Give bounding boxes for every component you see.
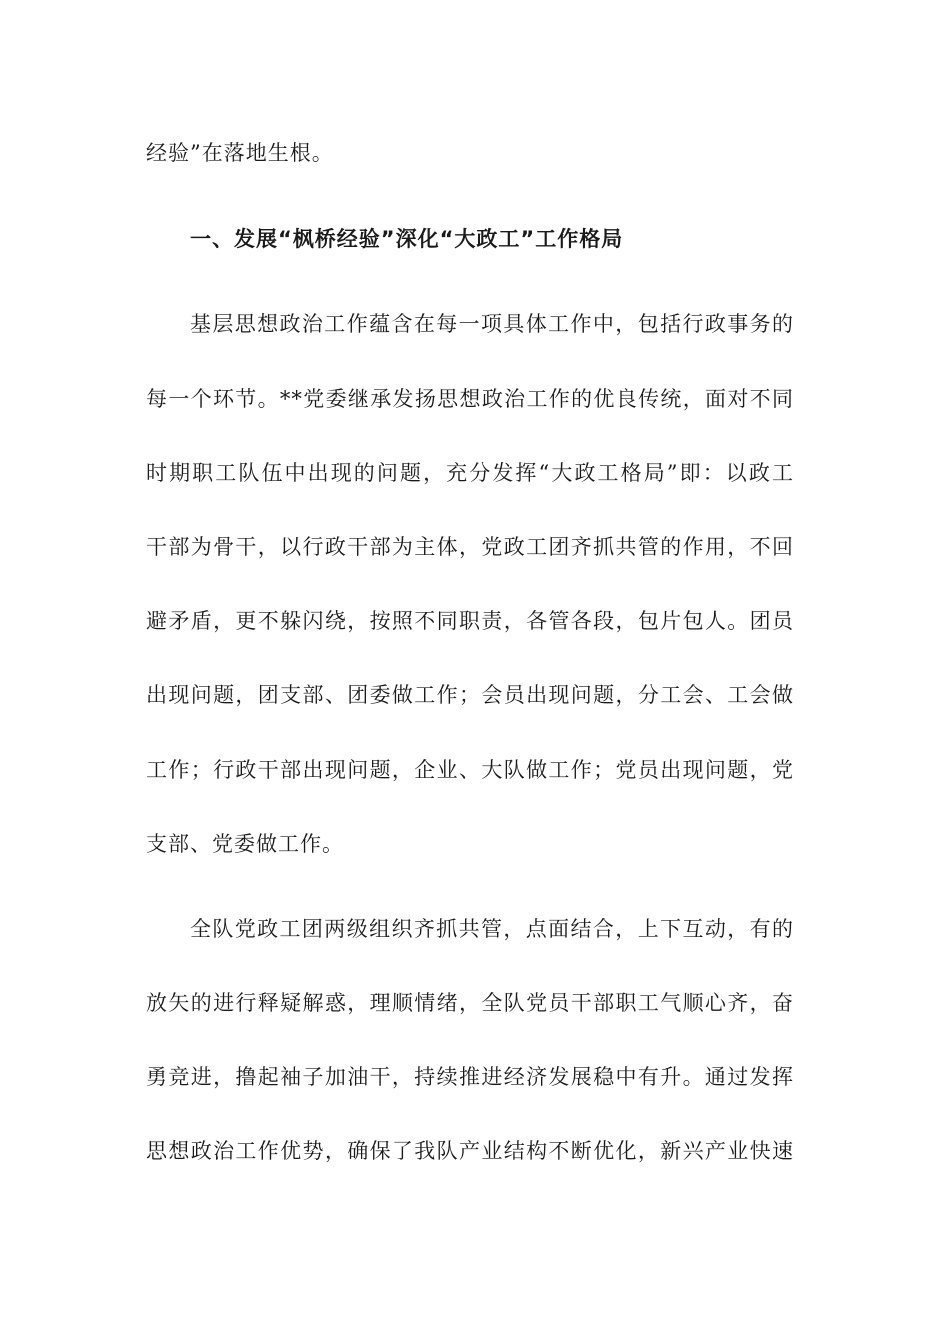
paragraph-line: 支部、党委做工作。 (146, 832, 344, 856)
paragraph-line: 干部为骨干，以行政干部为主体，党政工团齐抓共管的作用，不回 (146, 535, 794, 559)
paragraph-line: 工作；行政干部出现问题，企业、大队做工作；党员出现问题，党 (146, 758, 794, 782)
paragraph-line: 出现问题，团支部、团委做工作；会员出现问题，分工会、工会做 (146, 683, 794, 707)
paragraph-line: 思想政治工作优势，确保了我队产业结构不断优化，新兴产业快速 (146, 1139, 794, 1163)
paragraph-line: 时期职工队伍中出现的问题，充分发挥“大政工格局”即：以政工 (146, 461, 794, 485)
paragraph-line: 每一个环节。**党委继承发扬思想政治工作的优良传统，面对不同 (146, 387, 794, 411)
paragraph-line: 避矛盾，更不躲闪绕，按照不同职责，各管各段，包片包人。团员 (146, 609, 794, 633)
paragraph-line: 勇竞进，撸起袖子加油干，持续推进经济发展稳中有升。通过发挥 (146, 1065, 794, 1089)
paragraph-line: 基层思想政治工作蕴含在每一项具体工作中，包括行政事务的 (190, 312, 794, 336)
intro-tail-line: 经验”在落地生根。 (146, 141, 334, 165)
paragraph-line: 全队党政工团两级组织齐抓共管，点面结合，上下互动，有的 (190, 917, 794, 941)
paragraph-line: 放矢的进行释疑解惑，理顺情绪，全队党员干部职工气顺心齐，奋 (146, 991, 794, 1015)
section-heading: 一、发展“枫桥经验”深化“大政工”工作格局 (190, 227, 624, 251)
